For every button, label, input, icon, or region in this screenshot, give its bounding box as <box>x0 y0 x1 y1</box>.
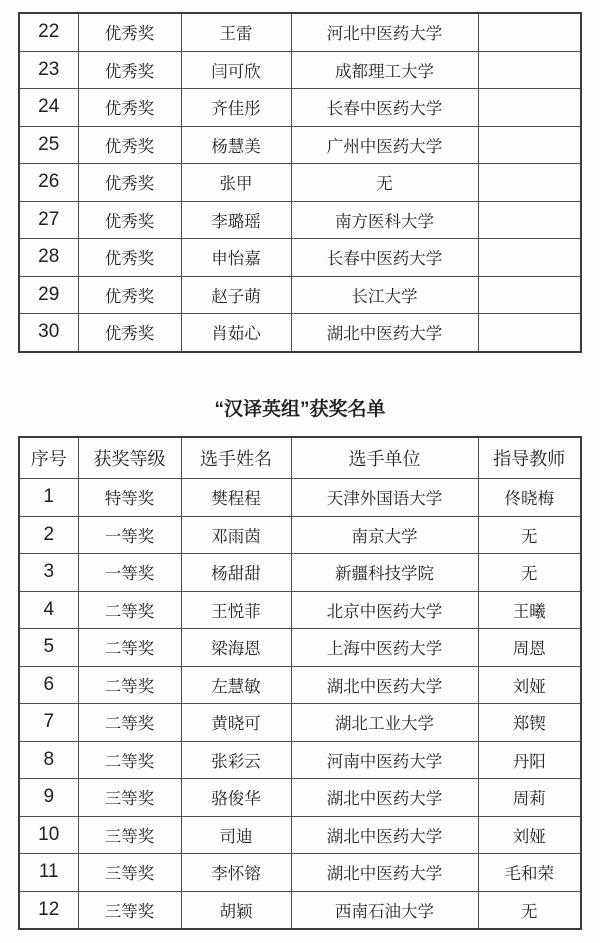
table-row <box>19 891 581 929</box>
cell-name: 杨甜甜 <box>181 554 291 592</box>
cell-index: 23 <box>19 51 78 89</box>
cell-index: 26 <box>19 164 78 202</box>
cell-award-level: 优秀奖 <box>78 51 181 89</box>
cell-advisor: 周莉 <box>478 779 581 817</box>
table-header-row <box>19 437 581 479</box>
table-row <box>19 629 581 667</box>
cell-institution: 河南中医药大学 <box>291 741 478 779</box>
cell-advisor <box>478 276 581 314</box>
cell-index: 7 <box>19 704 78 742</box>
cell-index: 2 <box>19 516 78 554</box>
cell-index: 5 <box>19 629 78 667</box>
cell-name: 樊程程 <box>181 479 291 517</box>
cell-advisor <box>478 239 581 277</box>
table-row <box>19 779 581 817</box>
cell-institution: 上海中医药大学 <box>291 629 478 667</box>
table-row <box>19 239 581 277</box>
cell-award-level: 二等奖 <box>78 666 181 704</box>
cell-name: 邓雨茵 <box>181 516 291 554</box>
cell-institution: 湖北中医药大学 <box>291 314 478 352</box>
cell-name: 司迪 <box>181 816 291 854</box>
cell-name: 闫可欣 <box>181 51 291 89</box>
table-row <box>19 854 581 892</box>
cell-advisor: 无 <box>478 554 581 592</box>
cell-name: 梁海恩 <box>181 629 291 667</box>
table-row <box>19 89 581 127</box>
cell-name: 李璐瑶 <box>181 201 291 239</box>
table-row <box>19 741 581 779</box>
cell-index: 1 <box>19 479 78 517</box>
cell-advisor: 刘娅 <box>478 666 581 704</box>
table-row <box>19 201 581 239</box>
cell-name: 杨慧美 <box>181 126 291 164</box>
table-row <box>19 704 581 742</box>
cell-name: 左慧敏 <box>181 666 291 704</box>
table-row <box>19 516 581 554</box>
table-row <box>19 164 581 202</box>
cell-name: 李怀镕 <box>181 854 291 892</box>
cell-name: 赵子萌 <box>181 276 291 314</box>
award-table-hanyiying-body <box>19 479 581 930</box>
cell-institution: 天津外国语大学 <box>291 479 478 517</box>
cell-award-level: 二等奖 <box>78 629 181 667</box>
cell-advisor: 丹阳 <box>478 741 581 779</box>
cell-institution: 成都理工大学 <box>291 51 478 89</box>
cell-advisor: 毛和荣 <box>478 854 581 892</box>
table-row <box>19 126 581 164</box>
cell-advisor <box>478 51 581 89</box>
cell-advisor: 周恩 <box>478 629 581 667</box>
cell-advisor: 无 <box>478 516 581 554</box>
cell-award-level: 优秀奖 <box>78 239 181 277</box>
cell-advisor: 无 <box>478 891 581 929</box>
cell-advisor: 郑锲 <box>478 704 581 742</box>
cell-advisor <box>478 164 581 202</box>
cell-index: 27 <box>19 201 78 239</box>
cell-award-level: 三等奖 <box>78 779 181 817</box>
header-name: 选手姓名 <box>181 437 291 479</box>
table-row <box>19 51 581 89</box>
cell-index: 9 <box>19 779 78 817</box>
cell-name: 骆俊华 <box>181 779 291 817</box>
cell-advisor <box>478 126 581 164</box>
cell-award-level: 优秀奖 <box>78 126 181 164</box>
cell-award-level: 优秀奖 <box>78 314 181 352</box>
cell-institution: 湖北中医药大学 <box>291 666 478 704</box>
cell-institution: 北京中医药大学 <box>291 591 478 629</box>
cell-index: 25 <box>19 126 78 164</box>
cell-index: 29 <box>19 276 78 314</box>
cell-institution: 湖北中医药大学 <box>291 816 478 854</box>
header-award-level: 获奖等级 <box>78 437 181 479</box>
section-title: “汉译英组”获奖名单 <box>214 399 386 420</box>
cell-institution: 湖北工业大学 <box>291 704 478 742</box>
cell-index: 3 <box>19 554 78 592</box>
cell-award-level: 一等奖 <box>78 516 181 554</box>
cell-award-level: 特等奖 <box>78 479 181 517</box>
cell-institution: 广州中医药大学 <box>291 126 478 164</box>
cell-advisor: 刘娅 <box>478 816 581 854</box>
cell-institution: 河北中医药大学 <box>291 13 478 51</box>
cell-advisor <box>478 89 581 127</box>
cell-index: 24 <box>19 89 78 127</box>
cell-name: 肖茹心 <box>181 314 291 352</box>
cell-award-level: 二等奖 <box>78 704 181 742</box>
cell-index: 28 <box>19 239 78 277</box>
cell-index: 8 <box>19 741 78 779</box>
cell-name: 齐佳彤 <box>181 89 291 127</box>
table-row <box>19 314 581 352</box>
cell-index: 30 <box>19 314 78 352</box>
cell-institution: 西南石油大学 <box>291 891 478 929</box>
cell-advisor <box>478 201 581 239</box>
cell-index: 10 <box>19 816 78 854</box>
cell-index: 22 <box>19 13 78 51</box>
cell-institution: 长春中医药大学 <box>291 89 478 127</box>
cell-index: 4 <box>19 591 78 629</box>
cell-award-level: 优秀奖 <box>78 276 181 314</box>
header-advisor: 指导教师 <box>478 437 581 479</box>
cell-award-level: 三等奖 <box>78 854 181 892</box>
cell-name: 王雷 <box>181 13 291 51</box>
award-table-continued-body <box>19 13 581 352</box>
cell-award-level: 优秀奖 <box>78 13 181 51</box>
cell-award-level: 三等奖 <box>78 891 181 929</box>
table-row <box>19 13 581 51</box>
cell-name: 王悦菲 <box>181 591 291 629</box>
table-row <box>19 276 581 314</box>
cell-award-level: 二等奖 <box>78 591 181 629</box>
cell-index: 11 <box>19 854 78 892</box>
cell-award-level: 优秀奖 <box>78 89 181 127</box>
cell-award-level: 优秀奖 <box>78 201 181 239</box>
cell-name: 张彩云 <box>181 741 291 779</box>
cell-advisor <box>478 314 581 352</box>
cell-award-level: 优秀奖 <box>78 164 181 202</box>
cell-index: 6 <box>19 666 78 704</box>
cell-institution: 长春中医药大学 <box>291 239 478 277</box>
cell-institution: 湖北中医药大学 <box>291 854 478 892</box>
cell-institution: 新疆科技学院 <box>291 554 478 592</box>
table-row <box>19 554 581 592</box>
cell-name: 黄晓可 <box>181 704 291 742</box>
cell-award-level: 一等奖 <box>78 554 181 592</box>
header-institution: 选手单位 <box>291 437 478 479</box>
cell-institution: 湖北中医药大学 <box>291 779 478 817</box>
table-row <box>19 816 581 854</box>
cell-institution: 南方医科大学 <box>291 201 478 239</box>
cell-advisor: 王曦 <box>478 591 581 629</box>
cell-advisor <box>478 13 581 51</box>
cell-award-level: 三等奖 <box>78 816 181 854</box>
table-row <box>19 666 581 704</box>
cell-index: 12 <box>19 891 78 929</box>
cell-institution: 无 <box>291 164 478 202</box>
cell-advisor: 佟晓梅 <box>478 479 581 517</box>
table-row <box>19 479 581 517</box>
cell-name: 胡颖 <box>181 891 291 929</box>
award-table-continued <box>18 12 582 353</box>
cell-name: 张甲 <box>181 164 291 202</box>
header-index: 序号 <box>19 437 78 479</box>
award-table-hanyiying <box>18 436 582 930</box>
table-row <box>19 591 581 629</box>
cell-institution: 长江大学 <box>291 276 478 314</box>
cell-name: 申怡嘉 <box>181 239 291 277</box>
cell-award-level: 二等奖 <box>78 741 181 779</box>
cell-institution: 南京大学 <box>291 516 478 554</box>
